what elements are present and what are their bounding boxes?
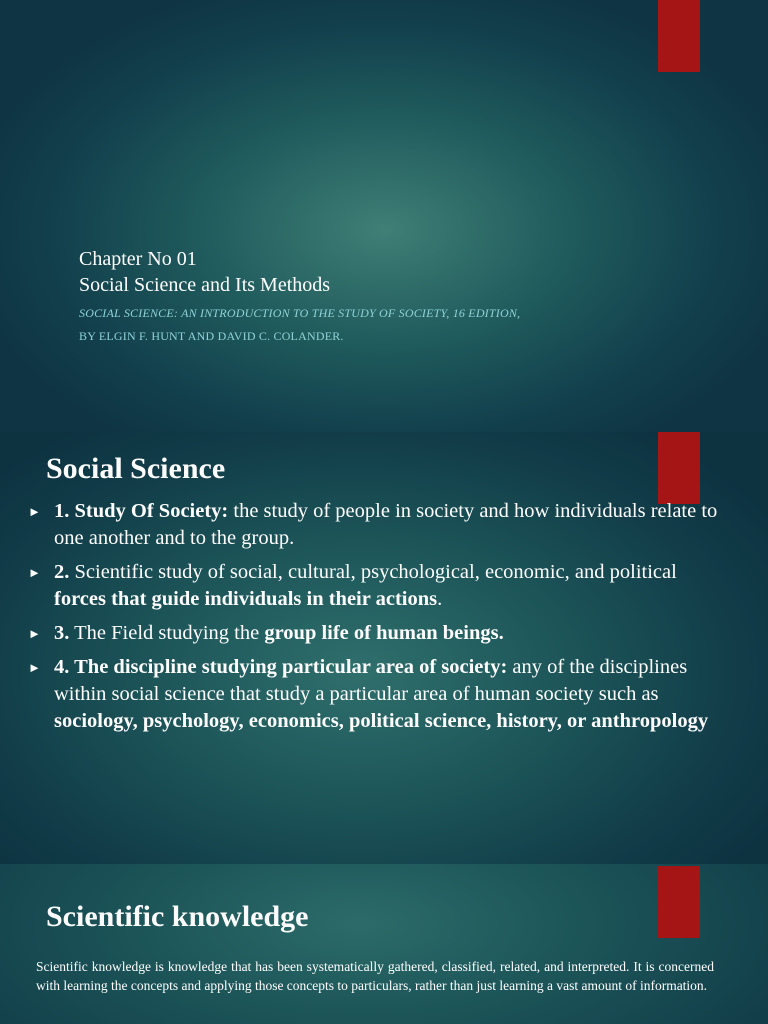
bullet-item <box>28 559 718 613</box>
bullet-text: The Field studying the <box>69 622 265 644</box>
bullet-item <box>28 654 718 735</box>
slide-social-science <box>0 432 768 864</box>
slide-scientific-knowledge <box>0 864 768 1024</box>
triangle-right-icon: ► <box>28 504 41 519</box>
slide-heading: Social Science <box>46 452 226 485</box>
bullet-list <box>28 498 718 742</box>
book-reference <box>79 302 520 348</box>
slide-paragraph: Scientific knowledge is knowledge that has been systematically gathered, classified, related, and interpreted. It is concerned with learning the concepts and applying those concepts to particulars, rather than just learning a vast amount of information. <box>36 959 714 993</box>
slide-title-block <box>79 246 330 298</box>
bullet-text: the study of people in society and how individuals relate to one another and to the group. <box>54 500 718 549</box>
bullet-bold-text: sociology, psychology, economics, political science, history, or anthropology <box>54 710 709 732</box>
bullet-lead: 3. <box>54 622 70 644</box>
bullet-text: Scientific study of social, cultural, psychological, economic, and political <box>69 561 677 583</box>
bullet-item <box>28 498 718 552</box>
accent-tab <box>658 866 700 938</box>
book-authors: BY ELGIN F. HUNT AND DAVID C. COLANDER. <box>79 329 344 343</box>
bullet-lead: 4. The discipline studying particular area of society: <box>54 656 508 678</box>
triangle-right-icon: ► <box>28 660 41 675</box>
chapter-title: Social Science and Its Methods <box>79 274 331 296</box>
bullet-lead: 2. <box>54 561 70 583</box>
bullet-text: any of the disciplines within social science that study a particular area of human society such as <box>54 656 688 705</box>
triangle-right-icon: ► <box>28 626 41 641</box>
bullet-end: . <box>437 588 443 610</box>
bullet-lead: 1. Study Of Society: <box>54 500 229 522</box>
triangle-right-icon: ► <box>28 565 41 580</box>
slide-title <box>0 0 768 432</box>
book-title: SOCIAL SCIENCE: AN INTRODUCTION TO THE STUDY OF SOCIETY, 16 EDITION, <box>79 306 521 320</box>
chapter-number: Chapter No 01 <box>79 248 197 270</box>
bullet-item <box>28 620 718 647</box>
bullet-bold-text: group life of human beings. <box>264 622 504 644</box>
bullet-bold-text: forces that guide individuals in their actions <box>54 588 438 610</box>
accent-tab <box>658 432 700 504</box>
slide-heading: Scientific knowledge <box>46 900 309 933</box>
accent-tab <box>658 0 700 72</box>
